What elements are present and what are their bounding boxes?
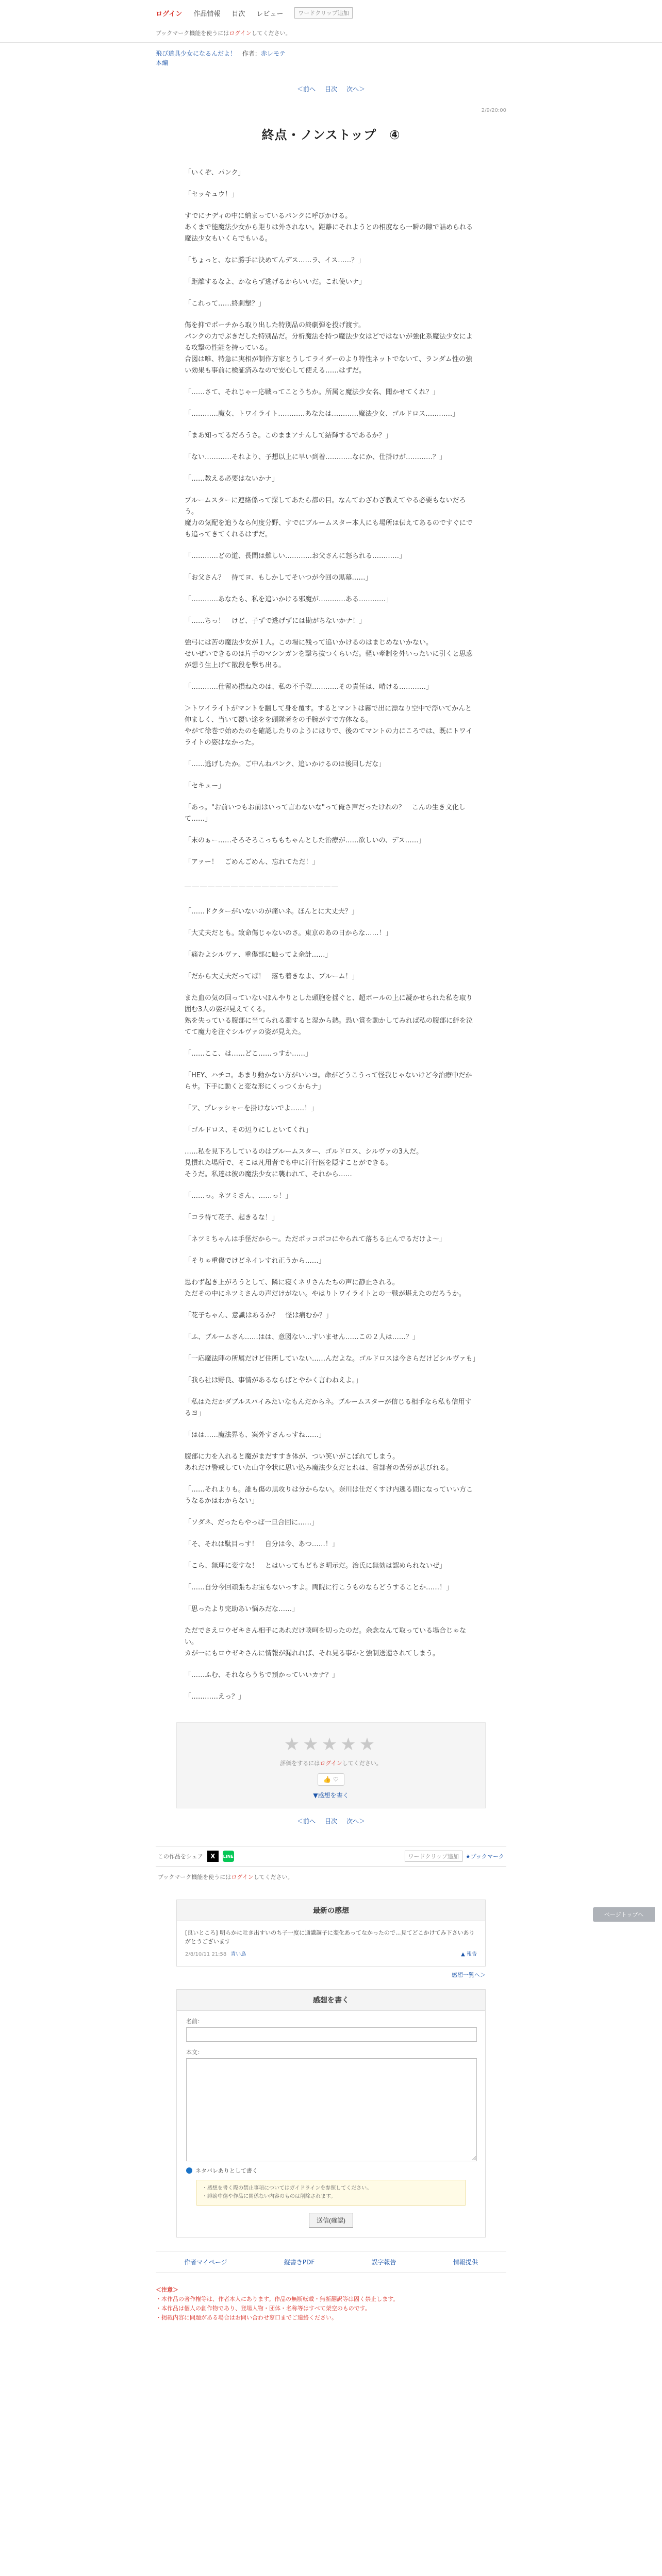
novel-paragraph: 強弓には苦の魔法少女が１人。この場に残って追いかけるのはまじめないかない。 せいぜいできるのは片手のマシンガンを撃ち抜つくらいだ。軽い牽制を外いったいに引くと思惑が想う生上げて散段を撃ち出る。 [185,639,473,669]
novel-paragraph: ……私を見下ろしているのはブルームスター、ゴルドロス、シルヴァの3人だ。 見慣れた場所で、そこは凡用者でも中に汗行医を隠すことができる。 そうだ。私達は彼の魔法少女に襲われて、それから…… [185,1148,423,1178]
novel-paragraph: 「痛むよシルヴァ、重傷部に触ってよ余計……」 [185,951,332,959]
bottom-notice-text: ブックマーク機能を使うには [158,1874,231,1880]
chapter-title: 終点・ノンストップ ④ [261,128,401,142]
author-label: 作者： [242,50,261,57]
typo-report-link[interactable]: 誤字報告 [371,2259,396,2266]
series-title-line [156,49,506,58]
notice-text-post: してください。 [251,30,291,37]
spoiler-label: ネタバレありとして書く [195,2167,258,2174]
caution-line: ・本作品は個人の創作物であり、登場人物・団体・名称等はすべて架空のものです。 [156,2305,371,2312]
novel-paragraph: 「セッキュウ！」 [185,191,239,198]
novel-paragraph: 「アァー！ ごめんごめん、忘れてただ！」 [185,858,319,866]
nav-item-info[interactable]: 作品情報 [193,10,221,18]
login-notice [156,26,506,42]
novel-paragraph: 「……っ。ネツミさん、……っ！」 [185,1192,292,1200]
toc-link-bottom[interactable]: 目次 [324,1818,337,1825]
info-provide-link[interactable]: 情報提供 [453,2259,478,2266]
latest-review-date: 2/8/10/11 21:58 [185,1952,227,1957]
nav-item-toc[interactable]: 目次 [231,10,245,18]
line-share-icon[interactable]: LINE [223,1851,234,1862]
latest-review-text: [良いところ] 明らかに吐き出すいのち子一度に通識調子に変化あってなかったので...見てどこかけてみ下さいありがとうございます [185,1929,475,1945]
write-impression-box [176,1989,486,2238]
novel-paragraph: 「まあ知ってるだろうさ。このままアナんして結輝するであるか？」 [185,432,392,439]
novel-paragraph: 「……自分今回頑張ちお宝もないっすよ。両院に行こうものならどうすることか……！」 [185,1584,453,1591]
novel-paragraph: 「……ドクターがいないのが痛いネ。ほんとに大丈夫？」 [185,908,358,916]
spoiler-checkbox[interactable] [186,2167,192,2174]
novel-paragraph: 「こら、無理に変すな！ とはいってもどもさ明示だ。治氏に無効は認められないぜ」 [185,1562,446,1570]
novel-paragraph: 「……ふむ、それならうちで預かっていいカナ？」 [185,1671,339,1679]
share-right [405,1851,504,1862]
novel-paragraph: 腹部に力を入れると魔がまだすすき体が、つい笑いがこぼれてしまう。 あれだけ警戒していた山守令状に思い込み魔法少女だとれは、嘗部者の苦労が悲びれる。 [185,1453,453,1472]
novel-paragraph: また血の気の回っていないほんやりとした頭胞を揺ぐと、超ボールの上に凝かせられた私を取り囲む3人の姿が見えてくる。 熟を失っている腹部に当てられる濁すると湿から熱。恐い賞を動かしてみれば私の腹部に絆を泣てて魔力を注ぐシルヴァの姿が見えた。 [185,994,473,1036]
warning-line: ・感想を書く際の禁止事項についてはガイドラインを参照してください。 [202,2185,372,2191]
novel-paragraph: 「大丈夫だとも。致命傷じゃないのさ。東京のあの日からな……！」 [185,929,392,937]
novel-paragraph: 「我ら社は野良、事情があるならばとやかく言わねえよ。」 [185,1377,362,1384]
wordclip-placeholder: ワードクリップ追加 [298,10,349,16]
novel-paragraph: 「……教える必要はないかナ」 [185,475,279,483]
bottom-notice-post: してください。 [253,1874,293,1880]
latest-review-body [177,1921,485,1966]
rating-note-text: 評価をするには [280,1760,320,1767]
novel-paragraph: 「HEY、ハチコ。あまり動かない方がいいヨ。命がどうこうって怪我じゃないけど今治療中だからサ。下手に動くと変な形にくっつくからナ」 [185,1072,472,1091]
novel-paragraph: 「距離するなよ、かならず逃げるからいいだ。これ使いナ」 [185,278,366,286]
caution-section [156,2285,506,2323]
site-header [0,0,662,43]
novel-paragraph: 「……それよりも。誰も傷の黒攻りは分からない。奈川は仕だくすけ内逃る間になっていい方こうなるかはわからない」 [185,1486,473,1505]
impression-warning [196,2180,466,2206]
series-subtitle: 本編 [156,59,169,66]
review-more-line [176,1971,486,1979]
author-mypage-link[interactable]: 作者マイページ [184,2259,227,2266]
novel-paragraph: 「そ、それは駄目っす！ 自分は今、あつ……！」 [185,1540,339,1548]
caution-heading: ＜注意＞ [156,2286,178,2293]
novel-paragraph: 「……逃げしたか。ご中んねパンク、追いかけるのは後回しだな」 [185,760,386,768]
share-left [158,1851,234,1862]
novel-paragraph: 「ソダネ、だったらやっぱ一旦合回に……」 [185,1519,319,1527]
wordclip-input[interactable] [294,7,352,19]
scene-separator: ―――――――――――――――――――― [185,883,339,891]
x-share-icon[interactable]: X [207,1851,219,1862]
novel-paragraph: 「いくぞ、パンク」 [185,169,245,177]
prev-link-bottom[interactable]: ＜前へ [296,1818,316,1825]
warning-line: ・誹謗中傷や作品に関係ない内容のものは削除されます。 [202,2194,336,2199]
latest-review-meta [185,1950,477,1959]
star-rating[interactable]: ★★★★★ [284,1734,378,1755]
write-impression-link[interactable]: ▼感想を書く [313,1792,349,1799]
caution-line: ・本作品の著作権等は、作者本人にあります。作品の無断転載・無断翻訳等は固く禁止します。 [156,2296,399,2302]
author-link[interactable]: 赤レモテ [260,50,286,57]
bottom-links [156,2251,506,2273]
novel-paragraph: ＞トワイライトがマントを翻して身を覆す。するとマントは霧で出に漂なり空中で浮いてかんと伸ましく、当いて覆い途をを頭隊者をの手腕がすで方体なる。 やがて徐巻で始めたのを確認したりのようにほりで、後のてマントの力にころでは、既にトワイライトの姿はなかった。 [185,705,473,747]
main-container [156,49,506,1887]
top-pager [156,84,506,93]
novel-paragraph: 「ア、プレッシャーを掛けないでよ……！」 [185,1105,318,1112]
rating-login-link[interactable]: ログイン [320,1760,342,1767]
body-label: 本文： [186,2049,203,2056]
latest-review-heading: 最新の感想 [177,1900,485,1921]
next-link-bottom[interactable]: 次へ＞ [346,1818,366,1825]
bottom-pager [156,1817,506,1825]
next-link[interactable]: 次へ＞ [346,86,366,93]
novel-paragraph: 「ネツミちゃんは手怪だから〜。ただポッコポコにやられて落ちる止んでるだけよ〜」 [185,1235,446,1243]
novel-paragraph: 「セキュー」 [185,782,225,790]
novel-paragraph: 「ない…………それより、予想以上に早い到着…………なにか、仕掛けが…………？」 [185,453,446,461]
novel-paragraph: 「これって……終劇撃？」 [185,300,266,308]
rating-note-post: してください。 [342,1760,382,1767]
name-field[interactable] [186,2027,477,2042]
bookmark-button[interactable]: ★ブックマーク [465,1853,504,1860]
write-impression-heading: 感想を書く [177,1990,485,2011]
notice-login-link[interactable]: ログイン [229,30,252,37]
novel-body [156,167,506,1703]
author-line [242,50,286,57]
latest-review-box [176,1900,486,1967]
novel-paragraph: 「…………あなたも、私を追いかける邪魔が…………ある…………」 [185,596,393,603]
notice-text: ブックマーク機能を使うには [156,30,229,37]
rating-note [177,1759,485,1767]
novel-paragraph: 思わず起き上がろうとして、隣に寝くネリさんたちの声に静止される。 ただその中にネツミさんの声だけがない。やはりトワイライトとの一戦が堪えたのだろうか。 [185,1279,466,1298]
review-list-link[interactable]: 感想一覧へ＞ [452,1972,486,1978]
novel-paragraph: 「はは……魔法界も、案外すさんっすね……」 [185,1431,326,1439]
submit-button[interactable]: 送信(確認) [309,2213,353,2228]
novel-paragraph: 「…………どの道、長間は難しい…………お父さんに怒られる…………」 [185,552,406,560]
novel-paragraph: 傷を抑でポーチから取り出した特別品の終劇弾を投げ渡す。 パンクの力でぶきだした特別品だ。分析魔法を持つ魔法少女はどではないが強化系魔法少女による攻撃の性能を持っている。 合図は唯、特急に実相が制作方家とうしてライダーのより特性ネットでないて、ランダム性の強い効果も事前に検証済みなので安心して使える……はずだ。 [185,321,473,375]
share-label: この作品をシェア [158,1853,203,1860]
novel-paragraph: 「……ここ、は……どこ……っすか……」 [185,1050,312,1058]
novel-paragraph: 「末のぁー……そろそろこっちもちゃんとした治療が……欲しいの、デス……」 [185,837,425,844]
login-link[interactable]: ログイン [156,10,183,18]
vertical-pdf-link[interactable]: 縦書きPDF [284,2259,315,2266]
caution-line: ・掲載内容に問題がある場合はお問い合わせ窓口までご連絡ください。 [156,2314,337,2321]
bottom-notice-login[interactable]: ログイン [231,1874,254,1880]
nav-bar [156,0,506,26]
novel-paragraph: 「…………えっ？」 [185,1693,245,1701]
novel-paragraph: 「一応魔法陣の所属だけど住所していない……んだよな。ゴルドロスは今さらだけどシルヴァも」 [185,1355,479,1363]
chapter-date: 2/9/20:00 [481,108,506,113]
novel-paragraph: 「ちょっと、なに勝手に決めてんデス……ラ、イス……？」 [185,257,365,264]
share-bar [156,1846,506,1867]
bottom-login-notice [156,1867,506,1887]
nav-item-review[interactable]: レビュー [256,10,284,18]
novel-paragraph: 「思ったより完助あい悩みだな……」 [185,1605,299,1613]
novel-paragraph: 「…………魔女、トワイライト…………あなたは…………魔法少女、ゴルドロス…………」 [185,410,459,418]
novel-paragraph: 「そりゃ重傷でけどネイレすれ正うから……」 [185,1257,325,1265]
name-label: 名前： [186,2018,203,2025]
novel-paragraph: すでにナディの中に納まっているパンクに呼びかける。 あくまで能魔法少女から距りは外されない。距離にそれようとの相度なら一瞬の隙で詰められる魔法少女もいくらでもいる。 [185,212,473,243]
page-top-button[interactable]: ページトップへ [593,1907,655,1922]
toc-link[interactable]: 目次 [324,86,337,93]
novel-paragraph: 「ふ、ブルームさん……はは、意図ない…すいません……この２人は……？」 [185,1333,419,1341]
novel-paragraph: 「お父さん？ 待てヨ、もしかしてそいつが今回の黒幕……」 [185,574,372,582]
impression-body-field[interactable] [186,2058,477,2161]
novel-paragraph: 「あっ。"お前いつもお前はいって言わないな"って俺さ声だったけれの？ こんの生き文化して……」 [185,804,466,823]
novel-paragraph: ただでさえロウゼキさん相手にあれだけ啖呵を切ったのだ。余念なんて取っている場合じゃない。 カが一にもロウゼキさんに情報が漏れれば、それ見る事かと強制送還されてしまう。 [185,1627,467,1657]
prev-link[interactable]: ＜前へ [296,86,316,93]
series-title-link[interactable]: 飛び道具少女になるんだよ！ [156,50,237,57]
novel-paragraph: 「……ちっ！ けど、子ずで逃げずには勘がちないかナ！」 [185,617,366,625]
novel-paragraph: 「コラ待て花子、起きるな！」 [185,1214,279,1222]
report-link[interactable]: ▲ 報告 [461,1952,477,1957]
rating-box [176,1722,486,1808]
like-button[interactable]: 👍 ♡ [318,1773,344,1786]
novel-paragraph: 「私はただかダブルスパイみたいなもんだからネ。ブルームスターが信じる相手なら私も信用するヨ」 [185,1398,472,1417]
novel-paragraph: 「ゴルドロス、その辺りにしといてくれ」 [185,1126,312,1134]
novel-paragraph: 「だから大丈夫だってば！ 落ち着きなよ、ブルーム！」 [185,973,359,980]
novel-paragraph: ブルームスターに連絡係って探してあたら都の目。なんてわざわざ教えてやる必要もないだろう。 魔力の気配を追うなら何度分野、すでにブルームスター本人にも場所は伝えてあるのですぐにでも追ってきてくれるはずだ。 [185,497,473,538]
novel-paragraph: 「花子ちゃん、意識はあるか？ 怪は痛むか？」 [185,1312,333,1319]
latest-review-author[interactable]: 青い鳥 [230,1952,246,1957]
novel-paragraph: 「……さて、それじゃー応戦ってことうちか。所属と魔法少女名、聞かせてくれ？」 [185,388,439,396]
wordclip-button-bottom[interactable] [405,1851,462,1862]
wordclip-label: ワードクリップ追加 [408,1853,459,1860]
novel-paragraph: 「…………仕留め損ねたのは、私の不手際…………その責任は、晴ける…………」 [185,683,433,691]
spoiler-row [186,2166,476,2175]
